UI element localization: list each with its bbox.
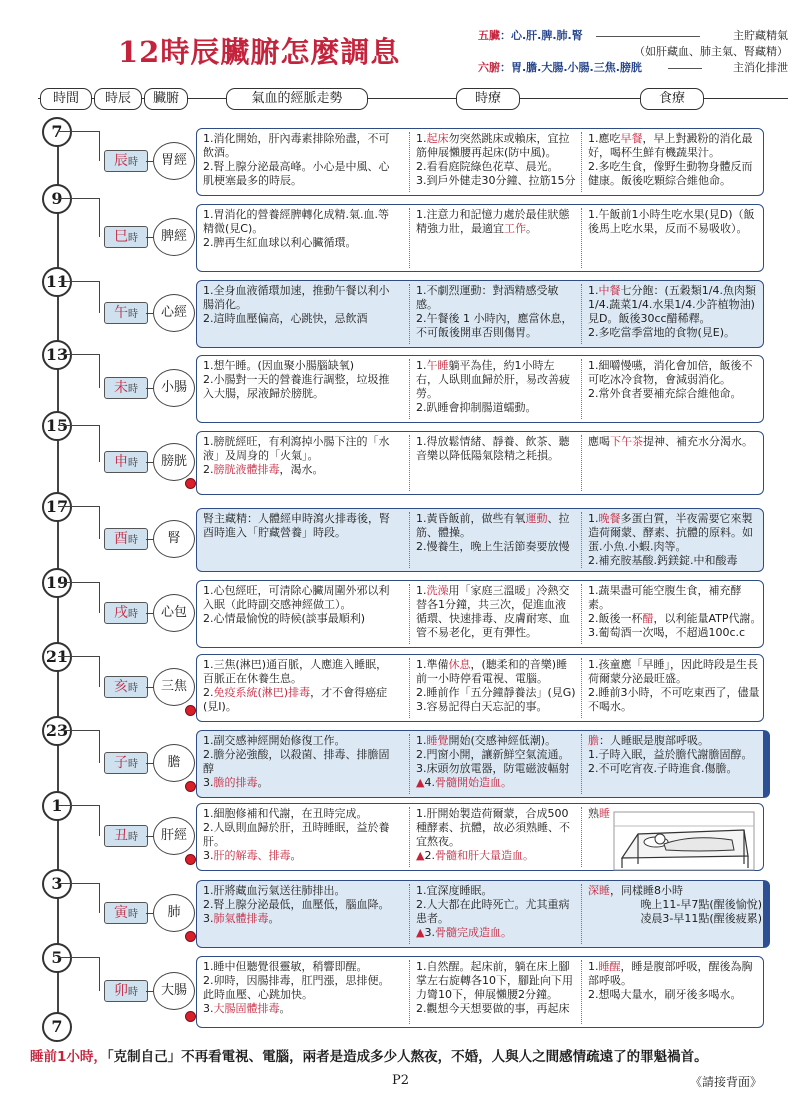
hour-marker: 19 (42, 568, 72, 598)
header-organ: 臟腑 (144, 88, 188, 110)
shichen-name: 戌 (114, 605, 128, 621)
food-item: 1.中餐七分飽：(五穀類1/4.魚肉類1/4.蔬菜1/4.水果1/4.少許植物油)見D。飯後30cc醋稀釋。 (588, 284, 756, 325)
time-item: 2.門窗小開，讓新鮮空氣流通。 (416, 748, 570, 761)
shichen-name: 酉 (114, 531, 128, 547)
time-column (409, 132, 576, 192)
timeline-branch-vertical (99, 425, 100, 462)
food-item: 3.葡萄酒一次喝，不超過100c.c (588, 626, 746, 639)
meridian-item: 1.睡中但聽覺很靈敏，稍響即醒。 (203, 960, 368, 973)
timeline-branch (58, 656, 99, 657)
time-item: 1.睡覺開始(交感神經低潮)。 (416, 734, 557, 747)
hour-marker: 1 (42, 791, 72, 821)
shichen-suffix: 時 (128, 233, 138, 244)
food-item: 1.睡醒，睡是腹部呼吸，醒後為胸部呼吸。 (588, 960, 753, 987)
legend-liufu-key: 六腑 (478, 61, 500, 74)
shichen-suffix: 時 (128, 759, 138, 770)
header-shichen: 時辰 (94, 88, 142, 110)
food-item: 1.應吃早餐，早上對澱粉的消化最好，喝杯生鮮有機蔬果汁。 (588, 132, 753, 159)
meridian-item: 2.小腸對一天的營養進行調整，垃圾推入大腸，尿液歸於膀胱。 (203, 373, 390, 400)
hour-marker: 17 (42, 492, 72, 522)
organ-legend (478, 28, 788, 76)
legend-liufu-note: 主消化排泄 (733, 61, 788, 74)
shichen-name: 丑 (114, 828, 128, 844)
organ-label: 肝經 (153, 817, 195, 855)
shichen-label (104, 602, 148, 624)
organ-label: 三焦 (153, 668, 195, 706)
shichen-name: 卯 (114, 983, 128, 999)
shichen-row (196, 956, 764, 1028)
meridian-item: 1.三焦(淋巴)通百脈，人應進入睡眠，百脈正在休養生息。 (203, 658, 388, 685)
toxin-marker-icon (185, 854, 196, 865)
timeline-branch (58, 957, 99, 958)
timeline-branch (58, 805, 99, 806)
food-item: 1.晚餐多蛋白質，半夜需要它來製造荷爾蒙、酵素、抗體的原料。如蛋.小魚.小蝦.肉等。 (588, 512, 753, 553)
meridian-column (203, 584, 397, 644)
organ-label: 膀胱 (153, 443, 195, 481)
shichen-suffix: 時 (128, 609, 138, 620)
food-item: 熟睡 (588, 807, 610, 820)
time-item: 2.趴睡會抑制腸道蠕動。 (416, 401, 537, 414)
next-page-note: 《請接背面》 (690, 1075, 763, 1089)
time-item: 1.起床勿突然跳床或賴床，宜拉筋伸展懶腰再起床(防中風)。 (416, 132, 570, 159)
hour-marker: 7 (42, 1012, 72, 1042)
shichen-label (104, 825, 148, 847)
shichen-label (104, 302, 148, 324)
meridian-column (203, 960, 397, 1024)
food-item: 2.想喝大量水，刷牙後多喝水。 (588, 988, 742, 1001)
time-item: ▲4.骨髓開始造血。 (416, 776, 512, 789)
food-item: 膽：人睡眠是腹部呼吸。 (588, 734, 709, 747)
meridian-item: 2.卯時，因腸排毒，肛門漲，思排便。此時血壓、心跳加快。 (203, 974, 390, 1001)
header-meridian: 氣血的經脈走勢 (226, 88, 368, 110)
meridian-item: 2.免疫系統(淋巴)排毒，才不會得癌症(見I)。 (203, 686, 388, 713)
time-column (409, 658, 576, 718)
food-item: 深睡，同樣睡8小時 (588, 884, 683, 897)
page-title: 12時辰臟腑怎麼調息 (118, 35, 401, 69)
timeline-branch (58, 131, 99, 132)
meridian-item: 1.肝將藏血污氣送往肺排出。 (203, 884, 346, 897)
organ-label: 脾經 (153, 218, 195, 256)
shichen-row (196, 580, 764, 648)
meridian-column (203, 132, 397, 192)
shichen-name: 寅 (114, 905, 128, 921)
food-item: 2.多吃生食，像野生動物身體反而健康。飯後吃顆綜合維他命。 (588, 160, 753, 187)
timeline-branch-vertical (99, 957, 100, 991)
time-column (409, 284, 576, 344)
hour-marker: 13 (42, 340, 72, 370)
shichen-row (196, 204, 764, 272)
timeline-branch-vertical (99, 131, 100, 161)
organ-label: 膽 (153, 744, 195, 782)
food-item: 1.孩童應「早睡」，因此時段是生長荷爾蒙分泌最旺盛。 (588, 658, 758, 685)
food-item: 2.常外食者要補充綜合維他命。 (588, 387, 742, 400)
meridian-column (203, 435, 397, 491)
hour-marker: 23 (42, 716, 72, 746)
time-item: ▲3.骨髓完成造血。 (416, 926, 512, 939)
time-item: 3.床頭勿放電器，防電磁波輻射 (416, 762, 570, 775)
meridian-column (203, 512, 397, 568)
shichen-row (196, 355, 764, 423)
timeline-branch-vertical (99, 582, 100, 613)
time-item: 2.看看庭院綠色花草、晨光。 (416, 160, 559, 173)
hour-marker: 11 (42, 267, 72, 297)
shichen-suffix: 時 (128, 535, 138, 546)
organ-label: 胃經 (153, 142, 195, 180)
shichen-label (104, 752, 148, 774)
timeline-branch-vertical (99, 281, 100, 313)
meridian-column (203, 658, 397, 718)
legend-wuzang-detail: （如肝藏血、肺主氣、腎藏精） (634, 45, 788, 58)
meridian-item: 1.細胞修補和代謝，在丑時完成。 (203, 807, 368, 820)
shichen-suffix: 時 (128, 683, 138, 694)
organ-label: 肺 (153, 894, 195, 932)
shichen-row (196, 431, 764, 495)
shichen-label (104, 528, 148, 550)
meridian-column (203, 884, 397, 944)
timeline-branch (58, 506, 99, 507)
food-item: 晚上11-早7點(醒後愉悅) (640, 898, 762, 911)
shichen-label (104, 980, 148, 1002)
meridian-item: 2.這時血壓偏高，心跳快，忌飲酒 (203, 312, 368, 325)
food-item: 應喝下午茶提神、補充水分渴水。 (588, 435, 753, 448)
meridian-column (203, 734, 397, 794)
footer-note (30, 1045, 780, 1065)
meridian-item: 2.脾再生紅血球以利心臟循環。 (203, 236, 357, 249)
shichen-name: 未 (114, 380, 128, 396)
shichen-suffix: 時 (128, 309, 138, 320)
time-item: 1.得放鬆情緒、靜養、飲茶、聽音樂以降低陽氣陰精之耗損。 (416, 435, 570, 462)
shichen-label (104, 226, 148, 248)
meridian-column (203, 208, 397, 268)
food-column (581, 960, 762, 1024)
food-item: 1.子時入眠，益於膽代謝膽固醇。 (588, 748, 753, 761)
toxin-marker-icon (185, 931, 196, 942)
header-food-therapy: 食療 (640, 88, 704, 110)
time-column (409, 807, 576, 867)
shichen-name: 午 (114, 305, 128, 321)
legend-wuzang-note: 主貯藏精氣 (733, 29, 788, 42)
food-column (581, 584, 762, 644)
meridian-item: 2.膀胱液體排毒，渴水。 (203, 463, 324, 476)
meridian-item: 3.肺氣體排毒。 (203, 912, 280, 925)
shichen-row (196, 508, 764, 572)
sleeping-person-illustration (612, 808, 758, 874)
organ-label: 大腸 (153, 972, 195, 1010)
time-item: 1.午睡躺平為佳，約1小時左右，人臥則血歸於肝，易改善疲勞。 (416, 359, 570, 400)
meridian-item: 1.消化開始，肝內毒素排除殆盡，不可飲酒。 (203, 132, 390, 159)
time-column (409, 734, 576, 794)
food-item: 凌晨3-早11點(醒後疲累) (640, 912, 762, 925)
time-item: 2.午餐後 1 小時內，應當休息，不可飯後開車否則傷胃。 (416, 312, 573, 339)
food-item: 2.睡前3小時，不可吃東西了，儘量不喝水。 (588, 686, 760, 713)
shichen-suffix: 時 (128, 458, 138, 469)
timeline-branch-vertical (99, 730, 100, 763)
meridian-item: 1.心包經旺，可清除心臟周圍外邪以利入眠（此時副交感神經做工）。 (203, 584, 390, 611)
timeline-branch-vertical (99, 805, 100, 836)
timeline-branch-vertical (99, 883, 100, 913)
page-number: P2 (392, 1073, 410, 1088)
meridian-column (203, 359, 397, 419)
time-item: 1.黃昏飯前，做些有氧運動、拉筋、體操。 (416, 512, 570, 539)
timeline-branch (58, 354, 99, 355)
timeline-branch (58, 730, 99, 731)
timeline-branch-vertical (99, 506, 100, 539)
time-column (409, 208, 576, 268)
time-item: 1.自然醒。起床前，躺在床上腳掌左右旋轉各10下，腳趾向下用力彎10下，伸展懶腰2分鐘。 (416, 960, 573, 1001)
timeline-branch (58, 281, 99, 282)
timeline-branch (58, 582, 99, 583)
shichen-label (104, 451, 148, 473)
shichen-name: 申 (114, 454, 128, 470)
shichen-row (196, 280, 764, 348)
shichen-suffix: 時 (128, 832, 138, 843)
legend-liufu-value: ：胃.膽.大腸.小腸.三焦.膀胱 (500, 61, 642, 74)
shichen-row (196, 654, 764, 722)
time-item: 1.不劇烈運動：對酒精感受敏感。 (416, 284, 559, 311)
meridian-item: 腎主藏精：人體經申時瀉火排毒後，腎酉時進入「貯藏營養」時段。 (203, 512, 390, 539)
food-column (581, 284, 762, 344)
meridian-item: 3.膽的排毒。 (203, 776, 269, 789)
time-column (409, 960, 576, 1024)
footer-text: 「克制自己」不再看電視、電腦，兩者是造成多少人熬夜，不婚，人與人之間感情疏遠了的罪魁禍首。 (106, 1049, 708, 1065)
time-item: 3.到戶外健走30分鐘、拉筋15分 (416, 174, 576, 187)
time-item: 1.宜深度睡眠。 (416, 884, 493, 897)
timeline-branch (58, 883, 99, 884)
organ-label: 心經 (153, 294, 195, 332)
timeline-branch-vertical (99, 198, 100, 237)
meridian-item: 2.腎上腺分泌最高峰。小心是中風、心肌梗塞最多的時辰。 (203, 160, 390, 187)
food-item: 2.多吃當季當地的食物(見E)。 (588, 326, 736, 339)
meridian-column (203, 284, 397, 344)
hour-marker: 7 (42, 117, 72, 147)
meridian-item: 3.肝的解毒、排毒。 (203, 849, 302, 862)
time-item: 2.人大都在此時死亡。尤其重病患者。 (416, 898, 570, 925)
organ-label: 腎 (153, 520, 195, 558)
food-item: 2.不可吃宵夜.子時進食.傷膽。 (588, 762, 738, 775)
meridian-item: 1.副交感神經開始修復工作。 (203, 734, 346, 747)
organ-label: 小腸 (153, 369, 195, 407)
shichen-suffix: 時 (128, 987, 138, 998)
shichen-row (196, 880, 770, 948)
shichen-suffix: 時 (128, 909, 138, 920)
hour-marker: 15 (42, 411, 72, 441)
shichen-row (196, 730, 770, 798)
hour-marker: 9 (42, 184, 72, 214)
food-item: 1.蔬果盡可能空腹生食，補充酵素。 (588, 584, 742, 611)
meridian-item: 2.膽分泌強酸，以殺菌、排毒、排膽固醇 (203, 748, 390, 775)
time-column (409, 512, 576, 568)
shichen-label (104, 902, 148, 924)
header-time-therapy: 時療 (456, 88, 520, 110)
food-column (581, 359, 762, 419)
food-item: 2.飯後一杯醋，以利能量ATP代謝。 (588, 612, 762, 625)
meridian-item: 2.腎上腺分泌最低，血壓低，腦血降。 (203, 898, 390, 911)
time-column (409, 584, 576, 644)
shichen-label (104, 150, 148, 172)
time-item: ▲2.骨髓和肝大量造血。 (416, 849, 534, 862)
timeline-branch-vertical (99, 354, 100, 388)
hour-marker: 21 (42, 642, 72, 672)
shichen-suffix: 時 (128, 384, 138, 395)
legend-wuzang-key: 五臟 (478, 29, 500, 42)
food-column (581, 435, 762, 491)
food-column (581, 658, 762, 718)
shichen-row (196, 128, 764, 196)
food-item: 1.細嚼慢嚥，消化會加倍，飯後不可吃冰冷食物，會減弱消化。 (588, 359, 753, 386)
food-column (581, 884, 762, 944)
shichen-label (104, 676, 148, 698)
food-column (581, 512, 762, 568)
timeline-branch (58, 425, 99, 426)
header-time: 時間 (40, 88, 92, 110)
legend-wuzang-value: ：心.肝.脾.肺.腎 (500, 29, 583, 42)
food-item: 1.午飯前1小時生吃水果(見D)（飯後馬上吃水果，反而不易吸收）。 (588, 208, 755, 235)
food-column (581, 132, 762, 192)
toxin-marker-icon (185, 781, 196, 792)
timeline-branch-vertical (99, 656, 100, 687)
hour-marker: 3 (42, 869, 72, 899)
shichen-label (104, 377, 148, 399)
food-item: 2.補充胺基酸.鈣鎂錠.中和酸毒 (588, 554, 738, 567)
meridian-item: 1.胃消化的營養經脾轉化成精.氣.血.等精微(見C)。 (203, 208, 389, 235)
organ-label: 心包 (153, 594, 195, 632)
time-column (409, 884, 576, 944)
meridian-item: 1.膀胱經旺，有利瀉掉小腸下注的「水液」及周身的「火氣」。 (203, 435, 390, 462)
shichen-name: 亥 (114, 679, 128, 695)
hour-marker: 5 (42, 943, 72, 973)
time-item: 3.容易記得白天忘記的事。 (416, 700, 548, 713)
time-item: 2.慢養生，晚上生活節奏要放慢 (416, 540, 570, 553)
shichen-name: 辰 (114, 153, 128, 169)
meridian-column (203, 807, 397, 867)
timeline-branch (58, 198, 99, 199)
time-column (409, 435, 576, 491)
time-item: 2.觀想今天想要做的事，再起床 (416, 1002, 570, 1015)
shichen-name: 子 (114, 755, 128, 771)
meridian-item: 1.想午睡。(因血聚小腸腦缺氧) (203, 359, 355, 372)
toxin-marker-icon (185, 478, 196, 489)
shichen-suffix: 時 (128, 157, 138, 168)
meridian-item: 1.全身血液循環加速，推動午餐以利小腸消化。 (203, 284, 390, 311)
time-item: 1.洗澡用「家庭三溫暖」冷熱交替各1分鐘，共三次，促進血液循環、快速排毒、皮膚耐寒、血管不易老化，更有彈性。 (416, 584, 570, 639)
food-column (581, 208, 762, 268)
time-item: 1.肝開始製造荷爾蒙，合成500種酵素、抗體，故必須熟睡、不宜熬夜。 (416, 807, 570, 848)
time-item: 1.注意力和記憶力處於最佳狀態精強力壯，最適宜工作。 (416, 208, 570, 235)
toxin-marker-icon (185, 705, 196, 716)
time-item: 1.準備休息，(聽柔和的音樂)睡前一小時停看電視、電腦。 (416, 658, 568, 685)
time-item: 2.睡前作「五分鐘靜養法」(見G) (416, 686, 576, 699)
meridian-item: 2.人臥則血歸於肝，丑時睡眠，益於養肝。 (203, 821, 390, 848)
toxin-marker-icon (185, 1011, 196, 1022)
footer-lead: 睡前1小時， (30, 1049, 107, 1065)
food-column (581, 734, 762, 794)
shichen-name: 巳 (114, 229, 128, 245)
meridian-item: 3.大腸固體排毒。 (203, 1002, 291, 1015)
time-column (409, 359, 576, 419)
meridian-item: 2.心情最愉悅的時候(談事最順利) (203, 612, 366, 625)
